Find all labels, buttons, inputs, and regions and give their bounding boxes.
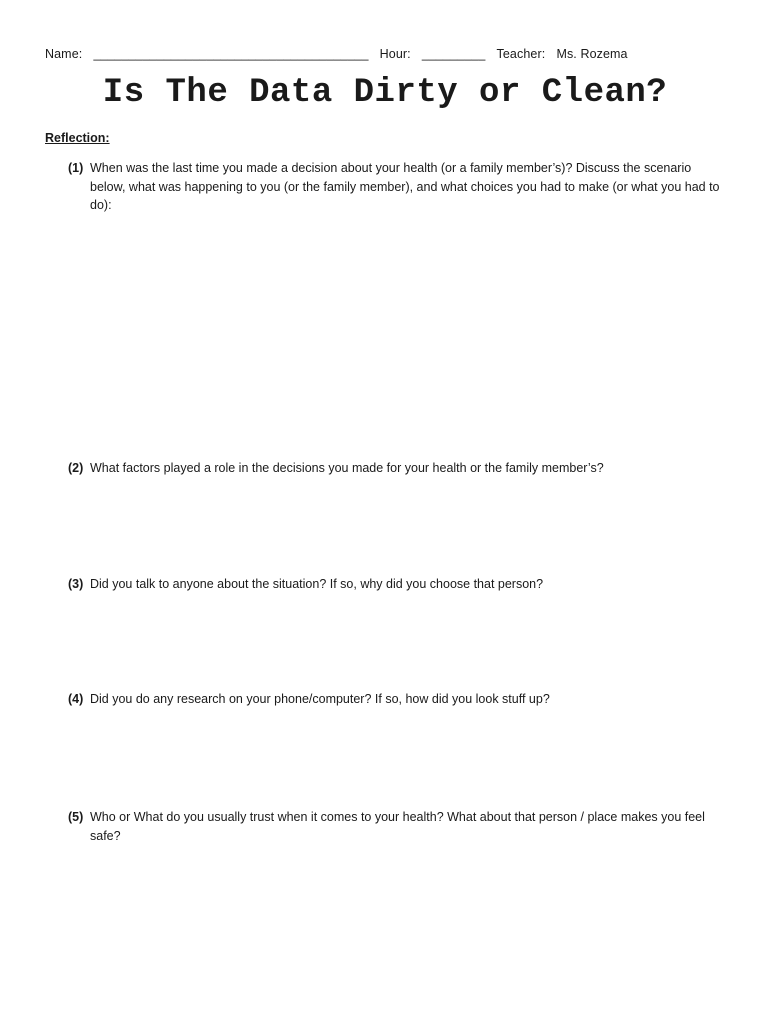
question-3 xyxy=(68,575,728,594)
hour-blank: _________ xyxy=(421,47,486,61)
question-text: Who or What do you usually trust when it comes to your health? What about that person / place makes you feel safe? xyxy=(90,810,705,843)
question-text: Did you do any research on your phone/computer? If so, how did you look stuff up? xyxy=(90,692,550,706)
student-info-line xyxy=(45,47,628,61)
question-4 xyxy=(68,690,728,709)
teacher-label: Teacher: xyxy=(496,47,546,61)
name-label: Name: xyxy=(45,47,83,61)
question-number: (2) xyxy=(68,461,84,475)
question-2 xyxy=(68,459,728,478)
hour-label: Hour: xyxy=(379,47,411,61)
question-number: (3) xyxy=(68,577,84,591)
question-1 xyxy=(68,159,728,215)
question-5 xyxy=(68,808,728,845)
question-text: Did you talk to anyone about the situation? If so, why did you choose that person? xyxy=(90,577,544,591)
question-text: When was the last time you made a decision about your health (or a family member’s)? Discuss the scenario below, what was happening to you (or the family member), and what choices you had to make (or what you had to do): xyxy=(90,161,720,212)
question-text: What factors played a role in the decisions you made for your health or the family member’s? xyxy=(90,461,604,475)
question-number: (4) xyxy=(68,692,84,706)
page-title: Is The Data Dirty or Clean? xyxy=(102,74,668,112)
section-label-reflection: Reflection: xyxy=(45,131,110,145)
question-number: (5) xyxy=(68,810,84,824)
question-number: (1) xyxy=(68,161,84,175)
teacher-name: Ms. Rozema xyxy=(556,47,628,61)
name-blank: _______________________________________ xyxy=(93,47,369,61)
